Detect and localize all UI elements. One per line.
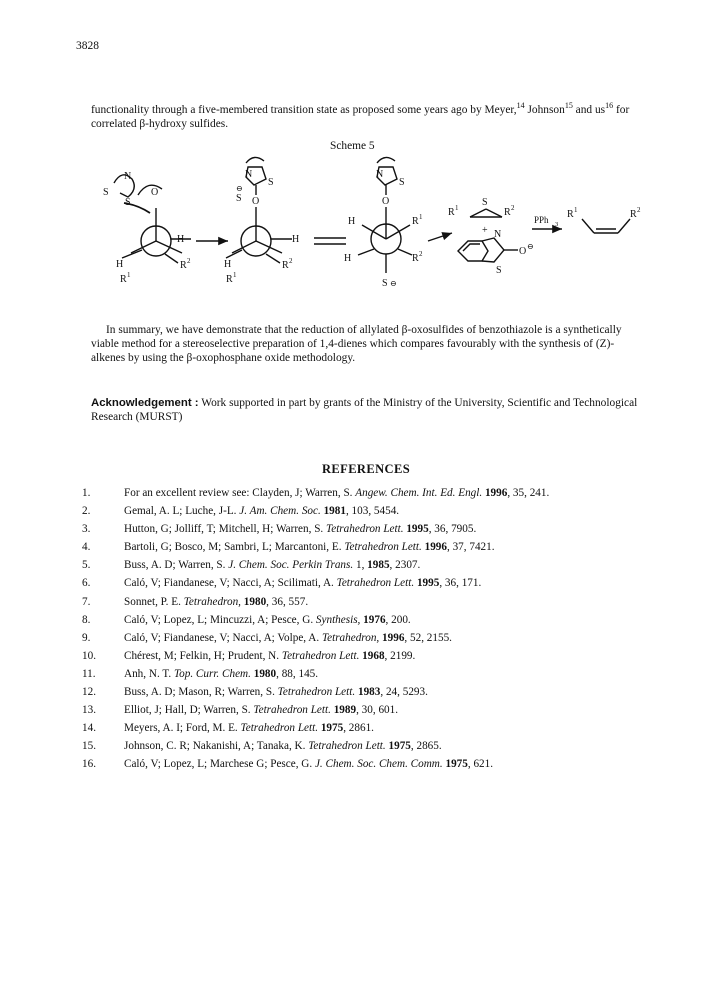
reference-number: 6. <box>82 577 91 590</box>
reference-journal: Top. Curr. Chem. <box>173 667 251 680</box>
reference-volume-pages: , 2199. <box>384 649 416 662</box>
reference-year: 1995 <box>406 523 429 536</box>
reference-volume-pages: , 36, 7905. <box>428 523 477 536</box>
reference-year: 1968 <box>362 649 385 662</box>
reference-volume-pages: , 2307. <box>389 559 421 572</box>
intro-text-2: Johnson <box>524 104 565 116</box>
label-S-3b: S <box>382 278 388 289</box>
reference-volume-pages: , 2865. <box>410 740 442 753</box>
label-R2-epi: R <box>504 207 511 218</box>
reference-authors: Sonnet, P. E. <box>124 595 184 608</box>
label-N-3: N <box>376 169 384 180</box>
reference-number: 11. <box>82 667 96 680</box>
reference-number: 9. <box>82 631 91 644</box>
label-pph3: PPh <box>534 215 549 225</box>
label-R1-2-sup: 1 <box>233 271 237 279</box>
reference-journal: Tetrahedron Lett. <box>326 523 404 536</box>
z-alkene-structure <box>582 219 630 233</box>
reference-number: 13. <box>82 704 96 717</box>
reference-item <box>76 647 676 665</box>
reference-item <box>76 683 676 701</box>
label-R1-3: R <box>412 216 419 227</box>
reference-volume-pages: , 52, 2155. <box>404 631 452 644</box>
label-R1-2: R <box>226 274 233 285</box>
reference-year: 1996 <box>382 631 405 644</box>
reference-number: 16. <box>82 758 96 771</box>
reference-authors: Caló, V; Fiandanese, V; Nacci, A; Volpe, A. <box>124 631 322 644</box>
reference-number: 4. <box>82 541 91 554</box>
reference-item <box>76 629 676 647</box>
reference-year: 1995 <box>416 577 440 590</box>
label-R1-3-sup: 1 <box>419 213 423 221</box>
acknowledgement-paragraph <box>91 396 651 424</box>
label-O-3: O <box>382 196 390 207</box>
label-S-3: S <box>399 177 405 188</box>
label-H-1b: H <box>177 234 185 245</box>
reference-volume-pages: , 24, 5293. <box>380 686 428 699</box>
label-N-2: N <box>245 169 253 180</box>
label-R2-2-sup: 2 <box>289 257 293 265</box>
label-S-1: S <box>103 187 109 198</box>
reference-number: 10. <box>82 649 96 662</box>
label-S-minus-2: S <box>236 193 242 204</box>
ref-sup-16: 16 <box>605 101 614 110</box>
reference-volume-pages: , 36, 557. <box>266 595 309 608</box>
reference-authors: Hutton, G; Jolliff, T; Mitchell, H; Warren, S. <box>124 523 327 536</box>
reference-volume-pages: , 2861. <box>343 722 374 735</box>
reference-year: 1981 <box>323 505 346 518</box>
label-R2-3: R <box>412 253 419 264</box>
reference-year: 1975 <box>445 758 468 771</box>
label-R1-alkene-sup: 1 <box>574 206 578 214</box>
reference-journal: Tetrahedron, <box>321 631 380 644</box>
summary-paragraph: In summary, we have demonstrate that the reduction of allylated β-oxosulfides of benzothiazole is a synthetically viable method for a stereoselective preparation of 1,4-dienes which compares favourably with the synthesis of (Z)- alkenes by using the β-oxophosphane oxide methodology. <box>91 324 622 365</box>
reference-item <box>76 755 676 773</box>
reference-item <box>76 665 676 683</box>
reference-year: 1976 <box>363 613 386 626</box>
reference-volume-pages: , 88, 145. <box>276 667 319 680</box>
reference-authors: Chérest, M; Felkin, H; Prudent, N. <box>124 649 282 662</box>
label-plus: + <box>482 225 488 236</box>
reference-volume-pages: , 103, 5454. <box>345 505 400 518</box>
reference-item <box>76 593 676 611</box>
reference-authors: Buss, A. D; Mason, R; Warren, S. <box>124 686 278 699</box>
reference-volume-pages: , 200. <box>385 613 411 626</box>
references-list <box>76 484 676 774</box>
reference-number: 2. <box>82 505 91 518</box>
reference-journal: J. Chem. Soc. Perkin Trans. <box>228 559 354 572</box>
reference-year: 1975 <box>320 722 344 735</box>
reference-volume-pages: , 35, 241. <box>507 487 550 499</box>
reference-journal: Tetrahedron Lett. <box>253 704 331 717</box>
reference-journal: Tetrahedron Lett. <box>344 541 422 554</box>
reference-item <box>76 737 676 755</box>
reference-authors: For an excellent review see: Clayden, J; Warren, S. <box>124 487 356 499</box>
label-S-2: S <box>268 177 274 188</box>
reference-number: 5. <box>82 559 91 572</box>
ref-sup-14: 14 <box>516 101 525 110</box>
label-minus-2: ⊖ <box>236 184 243 193</box>
label-O-bt: O <box>519 246 527 257</box>
reference-journal: J. Am. Chem. Soc. <box>239 505 321 518</box>
newman-projection-3 <box>358 157 412 273</box>
references-heading: REFERENCES <box>322 462 411 476</box>
label-H-3b: H <box>344 253 352 264</box>
label-R1-epi: R <box>448 207 455 218</box>
reaction-arrow-2 <box>428 233 452 241</box>
reference-journal: Tetrahedron Lett. <box>308 740 386 753</box>
label-minus-3: ⊖ <box>390 279 397 288</box>
reference-number: 12. <box>82 686 96 699</box>
label-pph3-sub: 3 <box>555 221 559 228</box>
reference-authors: Caló, V; Lopez, L; Marchese G; Pesce, G. <box>124 758 315 771</box>
reference-authors: Anh, N. T. <box>124 667 174 680</box>
label-R2-2: R <box>282 260 289 271</box>
intro-text-3: and us <box>572 104 606 116</box>
reference-volume-pages: , 36, 171. <box>439 577 482 590</box>
label-O-2: O <box>252 196 260 207</box>
intro-text-4: for correlated β-hydroxy sulfides. <box>91 104 630 131</box>
reference-year: 1983 <box>357 686 381 699</box>
label-H-2b: H <box>292 234 300 245</box>
reference-item <box>76 502 676 520</box>
reference-authors: Caló, V; Lopez, L; Mincuzzi, A; Pesce, G. <box>124 613 316 626</box>
label-H-3a: H <box>348 216 356 227</box>
label-R1-alkene: R <box>567 209 574 220</box>
reference-number: 1. <box>82 487 91 499</box>
label-R2-1: R <box>180 260 187 271</box>
reference-item <box>76 520 676 538</box>
label-R2-alkene-sup: 2 <box>637 206 641 214</box>
label-H-1a: H <box>116 259 124 270</box>
reference-authors: Caló, V; Fiandanese, V; Nacci, A; Scilimati, A. <box>124 577 337 590</box>
benzothiazole-oxide-structure <box>458 238 518 262</box>
reference-authors: Meyers, A. I; Ford, M. E. <box>124 722 241 735</box>
newman-projection-2 <box>226 157 292 263</box>
reference-journal: Tetrahedron Lett. <box>336 577 415 590</box>
reference-year: 1980 <box>243 595 267 608</box>
label-S-1b: S <box>125 197 131 208</box>
reference-item <box>76 701 676 719</box>
intro-paragraph <box>91 103 651 131</box>
label-O-1: O <box>151 187 159 198</box>
reference-year: 1996 <box>484 487 508 499</box>
acknowledgement-text: Work supported in part by grants of the Ministry of the University, Scientific and Technological Research (MURST) <box>91 397 638 424</box>
label-R2-epi-sup: 2 <box>511 204 515 212</box>
reference-year: 1996 <box>424 541 447 554</box>
reference-number: 8. <box>82 613 91 626</box>
reference-item <box>76 538 676 556</box>
reference-number: 7. <box>82 595 91 608</box>
reference-number: 3. <box>82 523 91 536</box>
reference-journal: Tetrahedron Lett. <box>281 649 360 662</box>
reference-volume-pages: , 621. <box>467 758 494 771</box>
ref-sup-15: 15 <box>564 101 573 110</box>
scheme-title: Scheme 5 <box>330 140 375 152</box>
page-number: 3828 <box>76 40 99 52</box>
reference-authors: Elliot, J; Hall, D; Warren, S. <box>124 704 254 717</box>
label-S-bt: S <box>496 265 502 276</box>
reference-year: 1980 <box>253 667 277 680</box>
reference-number: 15. <box>82 740 96 753</box>
reference-journal: Tetrahedron Lett. <box>240 722 319 735</box>
reference-item <box>76 556 676 574</box>
label-minus-bt: ⊖ <box>527 242 534 251</box>
reference-volume-pages: , 30, 601. <box>356 704 399 717</box>
label-R2-1-sup: 2 <box>187 257 191 265</box>
label-R1-1-sup: 1 <box>127 271 131 279</box>
reference-journal: J. Chem. Soc. Chem. Comm. <box>314 758 443 771</box>
equilibrium-arrows <box>314 238 346 244</box>
scheme-5-diagram <box>96 155 656 305</box>
reference-number: 14. <box>82 722 96 735</box>
label-N-1: N <box>124 171 132 182</box>
reference-year: 1989 <box>333 704 357 717</box>
reference-journal: Angew. Chem. Int. Ed. Engl. <box>355 487 483 499</box>
reference-year: 1985 <box>367 559 390 572</box>
reference-authors: Bartoli, G; Bosco, M; Sambri, L; Marcantoni, E. <box>124 541 345 554</box>
label-H-2a: H <box>224 259 232 270</box>
episulfide-structure <box>470 209 502 217</box>
label-R1-epi-sup: 1 <box>455 204 459 212</box>
acknowledgement-title: Acknowledgement : <box>91 397 199 409</box>
label-N-bt: N <box>494 229 502 240</box>
reference-volume-pages: , 37, 7421. <box>446 541 495 554</box>
reference-mid: 1, <box>353 559 368 572</box>
label-R2-alkene: R <box>630 209 637 220</box>
reference-authors: Buss, A. D; Warren, S. <box>124 559 229 572</box>
reference-journal: Tetrahedron Lett. <box>277 686 356 699</box>
reference-journal: Tetrahedron, <box>183 595 241 608</box>
reference-item <box>76 611 676 629</box>
label-R2-3-sup: 2 <box>419 250 423 258</box>
reference-item <box>76 484 676 502</box>
reference-authors: Johnson, C. R; Nakanishi, A; Tanaka, K. <box>124 740 309 753</box>
intro-text-1: functionality through a five-membered transition state as proposed some years ago by Meyer, <box>91 104 517 116</box>
reference-journal: Synthesis, <box>315 613 361 626</box>
label-R1-1: R <box>120 274 127 285</box>
reference-item <box>76 719 676 737</box>
label-S-epi: S <box>482 197 488 208</box>
reference-year: 1975 <box>388 740 411 753</box>
reference-authors: Gemal, A. L; Luche, J-L. <box>124 505 240 518</box>
reference-item <box>76 574 676 592</box>
